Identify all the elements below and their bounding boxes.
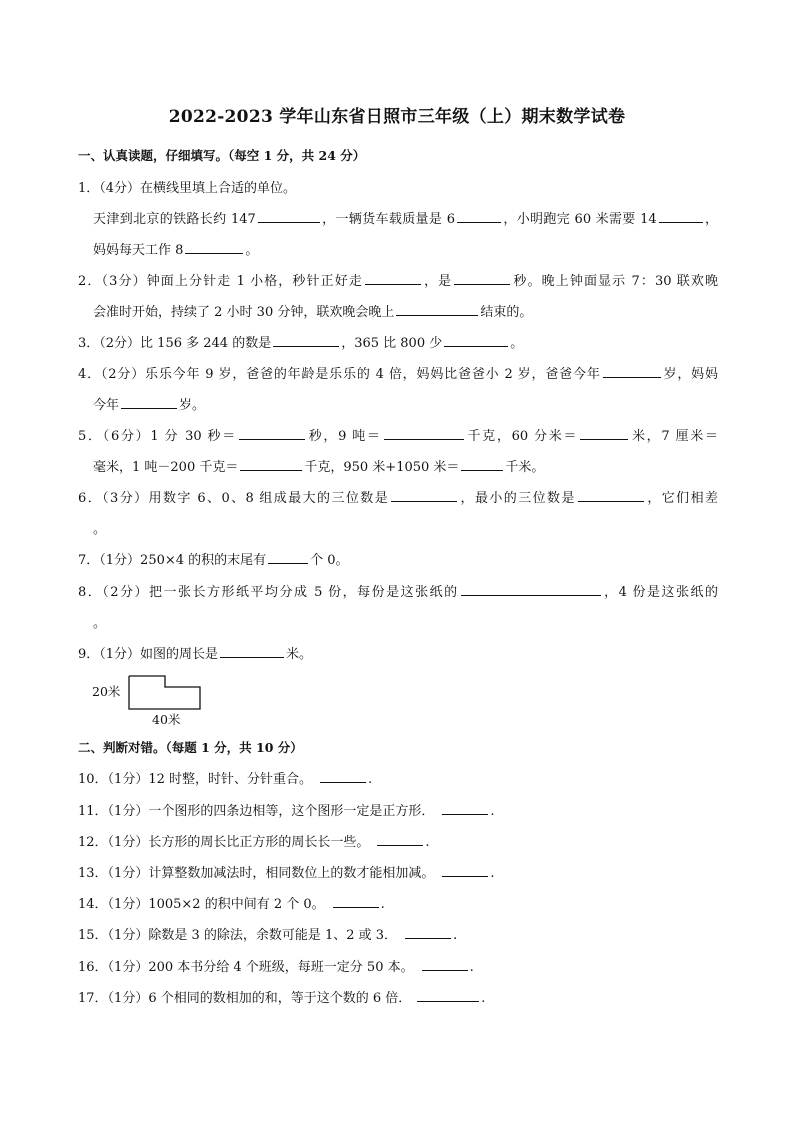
answer-blank[interactable] [384, 427, 464, 440]
answer-blank[interactable] [391, 489, 457, 502]
question-end: . [425, 835, 430, 850]
question-4-line-2 [93, 394, 205, 413]
stepped-shape-outline [129, 676, 200, 709]
question-14 [78, 893, 385, 912]
question-text: 9．（1分）如图的周长是 [78, 647, 219, 662]
question-end: . [380, 897, 385, 912]
question-text: 妈妈每天工作 8 [93, 243, 184, 258]
answer-blank[interactable] [580, 427, 628, 440]
answer-blank[interactable] [461, 458, 503, 471]
question-5-line-2 [93, 456, 544, 475]
question-10 [78, 768, 372, 787]
question-text: ，小明跑完 60 米需要 14 [503, 212, 657, 227]
question-text: 个 0。 [310, 553, 349, 568]
question-end: . [490, 804, 495, 819]
height-label: 20米 [92, 684, 121, 699]
question-text: 11．（1分）一个图形的四条边相等，这个图形一定是正方形． [78, 804, 435, 819]
answer-blank[interactable] [121, 396, 177, 409]
question-text: 秒，9 吨＝ [306, 429, 382, 444]
question-text: ，它们相差 [645, 491, 718, 506]
question-end: . [490, 866, 495, 881]
answer-blank[interactable] [405, 926, 451, 939]
answer-blank[interactable] [220, 645, 284, 658]
question-end: . [368, 772, 373, 787]
question-6-line-2: 。 [93, 522, 107, 537]
answer-blank[interactable] [365, 272, 421, 285]
question-text: ，365 比 800 少 [341, 336, 443, 351]
question-1-line-3 [93, 239, 258, 258]
answer-blank[interactable] [185, 241, 243, 254]
answer-blank[interactable] [377, 833, 423, 846]
question-text: 千克，60 分米＝ [465, 429, 579, 444]
question-text: 7．（1分）250×4 的积的末尾有 [78, 553, 267, 568]
answer-blank[interactable] [454, 272, 510, 285]
question-16 [78, 956, 474, 975]
question-8-line-1 [78, 581, 718, 600]
question-text: 14．（1分）1005×2 的积中间有 2 个 0。 [78, 897, 325, 912]
answer-blank[interactable] [578, 489, 644, 502]
question-text: 4．（2分）乐乐今年 9 岁，爸爸的年龄是乐乐的 4 倍，妈妈比爸爸小 2 岁，爸爸今年 [78, 367, 601, 382]
answer-blank[interactable] [442, 802, 488, 815]
question-text: ，4 份是这张纸的 [602, 585, 719, 600]
question-9 [78, 643, 312, 662]
question-11 [78, 800, 494, 819]
question-text: 米。 [286, 647, 313, 662]
section-2-heading: 二、判断对错。（每题 1 分，共 10 分） [78, 740, 303, 755]
question-text: 13．（1分）计算整数加减法时，相同数位上的数才能相加减。 [78, 866, 435, 881]
question-text: 。 [245, 243, 259, 258]
answer-blank[interactable] [659, 210, 703, 223]
answer-blank[interactable] [417, 989, 479, 1002]
question-8-line-2: 。 [93, 616, 107, 631]
question-end: . [453, 928, 458, 943]
question-text: 5．（6分）1 分 30 秒＝ [78, 429, 237, 444]
question-end: . [469, 960, 474, 975]
width-label: 40米 [152, 712, 181, 727]
question-7 [78, 549, 349, 568]
question-1-line-2 [93, 208, 718, 227]
answer-blank[interactable] [320, 770, 366, 783]
question-text: 3．（2分）比 156 多 244 的数是 [78, 336, 272, 351]
question-text: 16．（1分）200 本书分给 4 个班级，每班一定分 50 本。 [78, 960, 414, 975]
perimeter-figure [92, 674, 212, 730]
answer-blank[interactable] [333, 895, 379, 908]
answer-blank[interactable] [461, 583, 601, 596]
question-text: 千克，950 米+1050 米＝ [304, 460, 460, 475]
question-text: 米，7 厘米＝ [630, 429, 718, 444]
question-text: 12．（1分）长方形的周长比正方形的周长长一些。 [78, 835, 370, 850]
question-5-line-1 [78, 425, 718, 444]
question-13 [78, 862, 494, 881]
question-4-line-1 [78, 363, 718, 382]
question-end: . [481, 991, 486, 1006]
question-text: 6．（3分）用数字 6、0、8 组成最大的三位数是 [78, 491, 390, 506]
question-1-line-1: 1．（4分）在横线里填上合适的单位。 [78, 181, 297, 196]
answer-blank[interactable] [603, 365, 661, 378]
question-text: ，是 [422, 274, 453, 289]
question-text: 2．（3分）钟面上分针走 1 小格，秒针正好走 [78, 274, 363, 289]
question-text: 毫米，1 吨－200 千克＝ [93, 460, 239, 475]
question-17 [78, 987, 485, 1006]
answer-blank[interactable] [240, 458, 302, 471]
question-12 [78, 831, 429, 850]
question-text: 千米。 [505, 460, 545, 475]
question-text: 10．（1分）12 时整，时针、分针重合。 [78, 772, 312, 787]
section-1-heading: 一、认真读题，仔细填写。（每空 1 分，共 24 分） [78, 148, 366, 163]
answer-blank[interactable] [258, 210, 320, 223]
question-3 [78, 332, 523, 351]
question-2-line-1 [78, 270, 718, 289]
answer-blank[interactable] [442, 864, 488, 877]
question-text: 天津到北京的铁路长约 147 [93, 212, 256, 227]
page-title: 2022-2023 学年山东省日照市三年级（上）期末数学试卷 [168, 107, 626, 127]
answer-blank[interactable] [396, 303, 478, 316]
answer-blank[interactable] [422, 958, 468, 971]
question-text: ，最小的三位数是 [459, 491, 576, 506]
question-text: 秒。晚上钟面显示 7：30 联欢晚 [512, 274, 718, 289]
question-text: 今年 [93, 398, 120, 413]
answer-blank[interactable] [268, 551, 308, 564]
question-text: ， [704, 212, 719, 227]
question-text: 8．（2分）把一张长方形纸平均分成 5 份，每份是这张纸的 [78, 585, 459, 600]
answer-blank[interactable] [273, 334, 339, 347]
question-text: 结束的。 [480, 305, 533, 320]
question-text: 岁。 [179, 398, 206, 413]
question-text: 15．（1分）除数是 3 的除法，余数可能是 1、2 或 3． [78, 928, 398, 943]
question-text: 17．（1分）6 个相同的数相加的和，等于这个数的 6 倍． [78, 991, 412, 1006]
answer-blank[interactable] [444, 334, 508, 347]
question-15 [78, 924, 457, 943]
question-text: ，一辆货车载质量是 6 [321, 212, 455, 227]
question-text: 会准时开始，持续了 2 小时 30 分钟，联欢晚会晚上 [93, 305, 395, 320]
question-text: 。 [510, 336, 524, 351]
answer-blank[interactable] [239, 427, 305, 440]
question-2-line-2 [93, 301, 532, 320]
answer-blank[interactable] [457, 210, 501, 223]
question-6-line-1 [78, 487, 718, 506]
question-text: 岁，妈妈 [662, 367, 718, 382]
